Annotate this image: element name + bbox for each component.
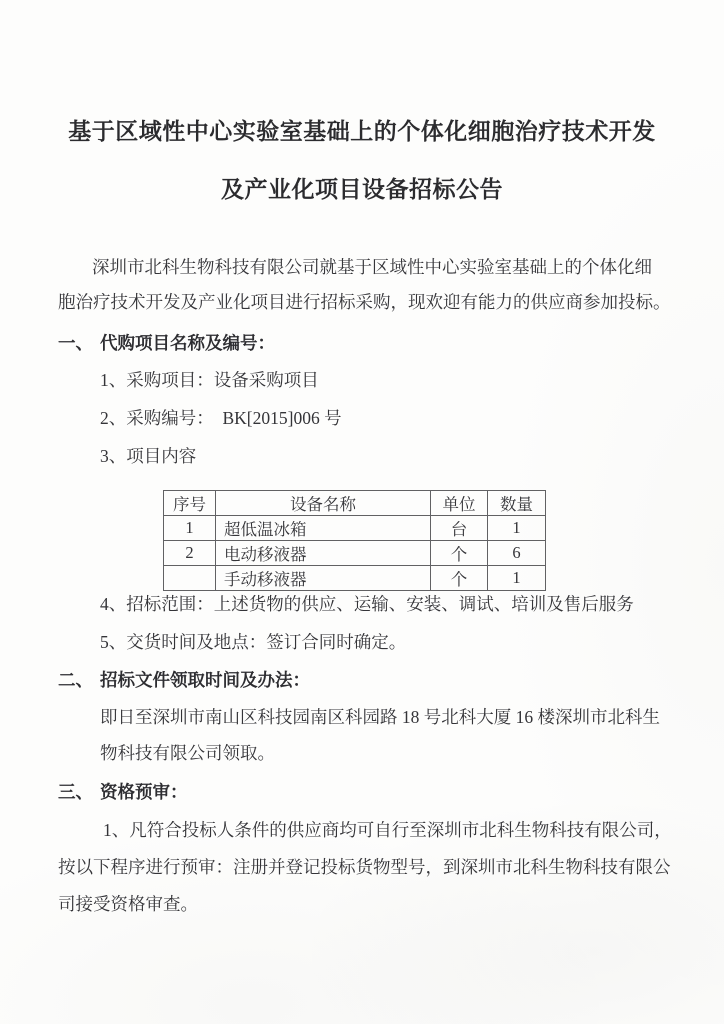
section-3-body-line-2: 按以下程序进行预审：注册并登记投标货物型号，到深圳市北科生物科技有限公 (58, 857, 671, 877)
table-cell-name: 超低温冰箱 (216, 516, 431, 541)
equipment-table (163, 490, 546, 591)
section-2-body-line-1: 即日至深圳市南山区科技园南区科园路 18 号北科大厦 16 楼深圳市北科生 (100, 707, 660, 727)
table-row (164, 541, 546, 566)
section-1-item-4: 4、招标范围：上述货物的供应、运输、安装、调试、培训及售后服务 (100, 594, 634, 614)
section-1-number: 一、 (58, 333, 93, 353)
table-cell-name: 电动移液器 (216, 541, 431, 566)
table-cell-quantity: 1 (488, 516, 546, 541)
section-3-heading-text: 资格预审： (100, 782, 188, 802)
document-title-line-1: 基于区域性中心实验室基础上的个体化细胞治疗技术开发 (68, 119, 656, 144)
table-cell-index: 1 (164, 516, 216, 541)
table-header-row (164, 491, 546, 516)
table-header-name: 设备名称 (216, 491, 431, 516)
table-cell-quantity: 1 (488, 566, 546, 591)
table-cell-index: 2 (164, 541, 216, 566)
section-1-item-2: 2、采购编号： BK[2015]006 号 (100, 408, 342, 428)
section-3-body-line-1: 1、凡符合投标人条件的供应商均可自行至深圳市北科生物科技有限公司， (103, 820, 672, 840)
section-2-heading (58, 670, 310, 691)
table-header-quantity: 数量 (488, 491, 546, 516)
table-cell-index (164, 566, 216, 591)
document-title-line-2: 及产业化项目设备招标公告 (221, 177, 503, 202)
table-cell-unit: 个 (431, 566, 488, 591)
section-1-heading-text: 代购项目名称及编号： (100, 333, 275, 353)
table-row (164, 566, 546, 591)
section-1-item-1: 1、采购项目：设备采购项目 (100, 370, 319, 390)
table-row (164, 516, 546, 541)
section-3-body-line-3: 司接受资格审查。 (58, 894, 198, 914)
section-2-number: 二、 (58, 670, 93, 690)
table-header-unit: 单位 (431, 491, 488, 516)
section-3-heading (58, 782, 188, 803)
intro-paragraph-line-2: 胞治疗技术开发及产业化项目进行招标采购，现欢迎有能力的供应商参加投标。 (58, 292, 671, 312)
section-1-item-3: 3、项目内容 (100, 446, 197, 466)
section-1-heading (58, 333, 275, 354)
section-2-body-line-2: 物科技有限公司领取。 (100, 743, 275, 763)
intro-paragraph-line-1: 深圳市北科生物科技有限公司就基于区域性中心实验室基础上的个体化细 (92, 257, 652, 277)
table-cell-quantity: 6 (488, 541, 546, 566)
table-cell-name: 手动移液器 (216, 566, 431, 591)
section-1-item-5: 5、交货时间及地点：签订合同时确定。 (100, 632, 407, 652)
section-3-number: 三、 (58, 782, 93, 802)
table-header-index: 序号 (164, 491, 216, 516)
table-cell-unit: 个 (431, 541, 488, 566)
table-cell-unit: 台 (431, 516, 488, 541)
section-2-heading-text: 招标文件领取时间及办法： (100, 670, 310, 690)
